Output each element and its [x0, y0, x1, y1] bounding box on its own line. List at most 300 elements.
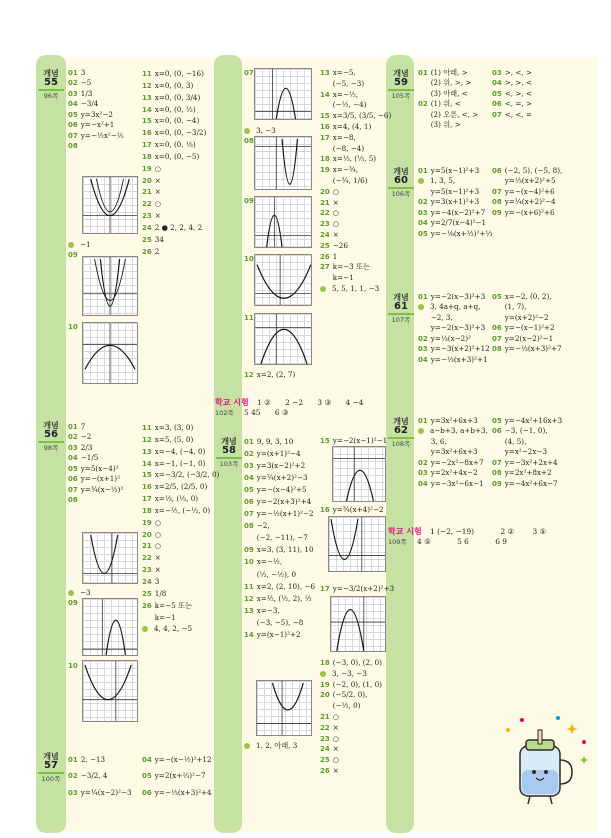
answer-number: 07 [492, 110, 502, 119]
answer-item [68, 453, 140, 463]
answer-text: (½, −½), 0 [256, 569, 297, 579]
answer-number: 08 [244, 522, 254, 531]
graph-58-14 [256, 680, 312, 736]
answer-item [68, 464, 140, 474]
answer-text: y=5(x−1)²+3 [430, 186, 480, 196]
answer-item [244, 460, 320, 472]
answer-item [320, 723, 390, 734]
exam-label: 학교 시험 [388, 527, 422, 536]
answer-number: 07 [244, 69, 254, 77]
answer-number: 04 [418, 219, 428, 228]
answer-item [418, 218, 494, 228]
answer-text: k=−5 또는 [154, 600, 192, 610]
graph-mid-09 [254, 196, 312, 248]
answer-text: ○ [154, 199, 162, 209]
answer-text: x=2/5, (2/5, 0) [154, 482, 208, 492]
answer-item [68, 495, 140, 505]
answer-text: (−5, −3) [332, 78, 365, 88]
answer-text: x=4, (4, 1) [332, 121, 372, 131]
answer-item [244, 532, 320, 544]
answer-item [492, 458, 572, 468]
graph-56-09 [82, 598, 138, 656]
answer-text: y=x²−2x−3 [504, 447, 548, 457]
answer-number: 21 [320, 198, 330, 207]
answer-item [142, 552, 214, 564]
answer-item [418, 99, 488, 109]
answer-item [320, 241, 386, 252]
answer-item [142, 92, 214, 104]
answer-number: 03 [492, 69, 502, 77]
answer-number: 20 [142, 176, 152, 185]
answer-number: 07 [492, 334, 502, 343]
answer-text: x=3, (3, 11), 10 [256, 545, 314, 555]
answer-item [418, 313, 494, 323]
answer-text: y=(x+1)²−4 [256, 449, 301, 459]
answer-item [320, 187, 386, 198]
graph-58-17 [330, 596, 386, 652]
concept-tag-57 [38, 753, 64, 783]
answer-item [68, 752, 140, 768]
answer-number: 02 [68, 772, 78, 781]
answer-text: (−5/2, 0), [332, 690, 368, 700]
answers-58-left [244, 436, 320, 641]
answer-number: 02 [418, 458, 428, 467]
answer-number: 15 [142, 471, 152, 480]
answer-item [142, 151, 214, 163]
answer-number: 19 [320, 680, 330, 689]
answer-text: x=2, (2, 7) [256, 370, 296, 379]
answer-number: 08 [492, 345, 502, 354]
answer-item [244, 508, 320, 520]
answer-text: (−½, 0) [332, 701, 361, 711]
concept-tag-58 [216, 438, 242, 468]
answer-text: x=−¾, [332, 165, 359, 175]
answer-item [492, 208, 572, 218]
answer-text: x=½, (½, 2), ½ [256, 593, 312, 603]
answer-text: y=−(x−½)²+12 [154, 755, 212, 764]
answer-item [142, 198, 214, 210]
answer-item [142, 222, 214, 234]
answer-number: 05 [492, 417, 502, 425]
answer-text: (−2, 0), (1, 0) [332, 679, 382, 689]
answer-number: 05 [68, 464, 78, 473]
answer-item [142, 434, 214, 446]
check-dot-icon [68, 242, 74, 248]
answer-number: 24 [320, 745, 330, 754]
answer-item [68, 240, 140, 250]
answer-text: y=−4(x−2)²+7 [430, 207, 486, 217]
answers-58-left-b [244, 741, 320, 751]
answer-item [418, 176, 494, 186]
answer-item [142, 458, 214, 470]
answer-number: 04 [244, 474, 254, 483]
answer-number: 03 [68, 788, 78, 797]
answer-number: 05 [142, 772, 152, 781]
answer-number: 01 [418, 293, 428, 301]
answer-text: −5 [80, 78, 92, 88]
answer-number: 19 [142, 164, 152, 173]
answer-number: 05 [68, 110, 78, 119]
answer-text: (−½, −4) [332, 100, 367, 110]
answer-item [492, 437, 572, 447]
answer-number: 22 [320, 723, 330, 732]
answer-text: y=−½x²−⅕ [80, 130, 124, 140]
tag-page: 103쪽 [219, 460, 239, 468]
answer-item [320, 133, 386, 144]
answer-item [320, 436, 390, 446]
answer-number: 02 [418, 334, 428, 343]
answer-text: −2, 3, [430, 312, 453, 322]
answer-item [68, 120, 140, 130]
answer-item [320, 690, 390, 701]
answer-item [142, 469, 220, 481]
answer-text: x=5, (5, 0) [154, 434, 194, 444]
answer-item [320, 176, 386, 187]
concept-tag-56 [38, 422, 64, 452]
tag-number: 57 [38, 761, 64, 774]
answer-item [492, 447, 572, 457]
answer-text: (−3, 0), (2, 0) [332, 658, 382, 667]
answer-text: y=−½(x+1)²−2 [256, 509, 314, 519]
answer-text: y=5(x−4)² [80, 463, 119, 473]
answer-text: y=−2x²−8x+7 [430, 457, 484, 467]
answer-text: y=¾(x−½)² [80, 484, 124, 494]
answer-number: 23 [320, 734, 330, 743]
answer-number: 14 [244, 630, 254, 639]
answer-item [142, 80, 214, 92]
answer-text: y=3x²−2 [80, 109, 113, 119]
answer-number: 05 [244, 486, 254, 495]
answer-number: 26 [320, 766, 330, 775]
tag-page: 105쪽 [391, 92, 411, 100]
answer-number: 01 [68, 756, 78, 764]
answer-text: x=2, (2, 10), −6 [256, 581, 316, 591]
answer-item [68, 68, 140, 78]
answer-number: 02 [418, 100, 428, 109]
tag-number: 56 [38, 430, 64, 443]
answer-text: y=3x²+6x+3 [430, 416, 478, 425]
answer-item [142, 752, 214, 768]
answer-text: (4, 5), [504, 436, 527, 446]
answer-item [320, 165, 386, 176]
answer-number: 04 [68, 100, 78, 109]
answer-text: × [332, 744, 339, 754]
concept-tag-59 [388, 70, 414, 100]
answer-number: 04 [142, 756, 152, 764]
answer-item [244, 448, 320, 460]
tag-label: 개념 [43, 752, 59, 761]
answer-text: × [332, 722, 339, 732]
graph-58-15 [332, 446, 386, 502]
answer-text: (1, 7), [504, 302, 527, 312]
answer-number: 26 [142, 601, 152, 610]
answer-number: 12 [142, 81, 152, 90]
answer-item [68, 785, 140, 801]
answer-item [418, 302, 494, 312]
tag-number: 55 [38, 78, 64, 91]
answer-text: × [332, 229, 339, 239]
answer-text: (1) 아래, > [430, 68, 468, 77]
answer-text: 1, 3, 5, [430, 176, 456, 186]
answer-text: (−8, −4) [332, 143, 365, 153]
answer-number: 10 [68, 323, 78, 331]
answer-number: 16 [142, 129, 152, 138]
answer-text: x=⅓, (⅓, 5) [332, 154, 377, 164]
answer-text: x=−4, (−4, 0) [154, 446, 206, 456]
answer-text: x=−½, (−½, 0) [154, 505, 211, 515]
answer-number: 07 [492, 458, 502, 467]
answer-number: 05 [492, 293, 502, 301]
answer-number: 13 [320, 69, 330, 77]
answer-text: y=−2(x−3)²+3 [430, 323, 486, 333]
answer-text: y=3(x+1)²+3 [430, 197, 480, 207]
answer-item [244, 569, 320, 581]
answer-text: y=−(x−4)²+6 [504, 186, 555, 196]
tag-label: 개념 [393, 417, 409, 426]
answer-item [320, 505, 390, 515]
answer-item [244, 617, 320, 629]
answer-number: 06 [244, 498, 254, 507]
answer-item [320, 68, 386, 79]
answer-item [320, 584, 395, 594]
answer-number: 23 [320, 220, 330, 229]
check-dot-icon [418, 428, 424, 434]
answer-number: 04 [68, 454, 78, 463]
graph-mid-11 [254, 313, 312, 365]
answer-item [492, 78, 562, 88]
answer-text: 3, −3, −3 [332, 668, 367, 678]
answer-number: 13 [142, 447, 152, 456]
answer-item [492, 89, 562, 99]
answer-text: y=2x²+4x−2 [430, 468, 478, 478]
answer-text: y=−4x²+16x+3 [504, 416, 563, 425]
answer-text: x=0, (0, −3/2) [154, 128, 207, 138]
answer-item [320, 712, 390, 723]
answer-item [492, 99, 562, 109]
answer-item [418, 323, 494, 333]
answers-61-left [418, 292, 494, 365]
answer-number: 21 [320, 712, 330, 721]
answers-57-left [68, 752, 140, 801]
answers-mid-right [320, 68, 392, 295]
answer-text: y=−(x−4)²+5 [256, 485, 307, 495]
graph-mid-10 [254, 254, 312, 306]
answer-item [68, 588, 140, 598]
answer-item [142, 163, 214, 175]
answer-text: k=−1 [332, 273, 354, 283]
answer-item [142, 493, 214, 505]
answer-number: 25 [142, 235, 152, 244]
answer-text: y=−3(x+2)²+12 [430, 344, 490, 354]
tag-label: 개념 [221, 437, 237, 446]
answer-number: 01 [418, 167, 428, 175]
answer-text: k=−1 [154, 612, 176, 622]
answer-item [418, 292, 494, 302]
answer-item [244, 126, 304, 136]
answer-text: −2 [80, 432, 92, 442]
school-exam-2 [388, 526, 588, 546]
answer-item [418, 78, 488, 88]
answer-number: 13 [244, 606, 254, 615]
answer-item [244, 605, 320, 617]
answer-item [244, 496, 320, 508]
answer-number: 02 [68, 79, 78, 88]
answer-text: x=0, (0, −5) [154, 151, 200, 161]
answer-number: 08 [492, 469, 502, 478]
answer-number: 23 [142, 212, 152, 221]
answer-text: ○ [154, 541, 162, 551]
answer-item [418, 437, 494, 447]
answer-item [320, 122, 386, 133]
answer-number: 11 [142, 424, 152, 432]
answer-text: y=−3/2(x+2)²+3 [332, 584, 395, 593]
answer-number: 15 [320, 112, 330, 121]
answer-text: y=−⅓(x+3)²+7 [504, 344, 562, 354]
answer-text: x=3/5, (3/5, −6) [332, 111, 392, 121]
answer-text: x=0, (0, ½) [154, 104, 196, 114]
answer-text: × [332, 197, 339, 207]
answer-number: 03 [418, 345, 428, 354]
answer-item [142, 564, 214, 576]
answer-number: 24 [142, 577, 152, 586]
answer-number: 19 [142, 518, 152, 527]
answer-item [142, 588, 214, 600]
answer-item [320, 680, 390, 691]
answer-item [320, 79, 386, 90]
answers-60-right [492, 166, 572, 218]
answer-item [492, 426, 572, 436]
answer-item [142, 576, 214, 588]
answer-text: y=−x²+1 [80, 120, 115, 130]
answer-text: y=⅓(x+2)²+5 [504, 176, 556, 186]
exam-answer-3: 3 ⑤ [532, 527, 547, 536]
answer-number: 18 [320, 659, 330, 667]
answer-number: 25 [142, 589, 152, 598]
answer-number: 27 [320, 263, 330, 272]
concept-tag-62 [388, 418, 414, 448]
answer-text: y=2x²+8x+2 [504, 468, 552, 478]
answer-number: 09 [492, 208, 502, 217]
answer-number: 06 [492, 167, 502, 175]
tag-label: 개념 [43, 421, 59, 430]
graph-55-09 [82, 256, 138, 316]
answer-number: 12 [244, 594, 254, 603]
answer-number: 12 [244, 371, 254, 379]
answer-item [320, 144, 386, 155]
answer-number: 14 [142, 105, 152, 114]
answer-text: y=2/7(x−4)²−1 [430, 218, 487, 228]
answer-item [492, 68, 562, 78]
answer-text: × [154, 553, 161, 563]
answer-item [244, 544, 320, 556]
answer-number: 08 [492, 198, 502, 207]
answer-item [418, 229, 494, 239]
answer-number: 08 [68, 142, 78, 151]
answer-item [492, 313, 572, 323]
exam-answer-5: 5 6 [457, 537, 469, 546]
tag-number: 59 [388, 78, 414, 91]
answer-text: y=−(x−1)²+2 [504, 323, 555, 333]
answer-text: <, =, > [504, 99, 532, 109]
answer-item [418, 89, 488, 99]
answer-item [418, 355, 494, 365]
answer-number: 05 [418, 229, 428, 238]
answer-number: 16 [320, 506, 330, 514]
answer-number: 06 [492, 427, 502, 436]
answer-number: 04 [418, 479, 428, 488]
answer-text: 4, 4, 2, −5 [154, 624, 193, 634]
answer-number: 01 [418, 69, 428, 77]
answer-item [492, 197, 572, 207]
answer-text: 3 [80, 68, 86, 77]
answer-text: ○ [154, 163, 162, 173]
answer-item [320, 766, 390, 777]
answers-57-right [142, 752, 214, 801]
answer-item [492, 479, 572, 489]
exam-answer-4: 4 ⑤ [417, 537, 431, 546]
answer-text: 1 [332, 251, 338, 261]
answer-item [68, 110, 140, 120]
answer-item [418, 120, 488, 130]
answer-number: 17 [142, 495, 152, 504]
answer-number: 03 [68, 89, 78, 98]
answer-item [244, 629, 320, 641]
answer-text: 34 [154, 234, 164, 244]
check-dot-icon [418, 178, 424, 184]
answer-number: 03 [418, 208, 428, 217]
answer-number: 03 [244, 462, 254, 471]
exam-page: 109쪽 [388, 538, 407, 546]
answer-text: y=−⅓(x+3)²+1 [430, 354, 488, 364]
answer-text: x=0, (0, 3) [154, 80, 194, 90]
tag-number: 58 [216, 446, 242, 459]
answer-item [492, 416, 572, 426]
answer-item [320, 219, 386, 230]
answer-text: >, >, < [504, 78, 532, 88]
answer-text: −1/5 [80, 453, 99, 463]
answer-text: x=3, (3, 0) [154, 423, 194, 432]
concept-tag-55 [38, 70, 64, 100]
answer-number: 08 [68, 496, 78, 505]
answer-text: 3, −3 [256, 126, 276, 135]
answer-item [142, 422, 214, 434]
tag-page: 106쪽 [391, 190, 411, 198]
answer-text: × [154, 175, 161, 185]
answer-number: 25 [320, 241, 330, 250]
school-exam-1 [215, 397, 385, 417]
answer-number: 12 [142, 435, 152, 444]
answer-item [142, 768, 214, 784]
answer-number: 16 [320, 122, 330, 131]
answer-text: y=−4x²+6x−7 [504, 478, 558, 488]
answer-number: 06 [492, 100, 502, 109]
answer-text: x=−1, (−1, 0) [154, 458, 206, 468]
answer-text: y=−2(x−3)²+3 [430, 292, 486, 301]
answer-number: 19 [320, 166, 330, 175]
answer-item [320, 198, 386, 209]
answer-text: x=−3, [256, 605, 280, 615]
answer-number: 21 [142, 542, 152, 551]
answer-text: ○ [154, 517, 162, 527]
check-dot-icon [244, 743, 250, 749]
answer-number: 26 [320, 252, 330, 261]
answer-number: 16 [142, 483, 152, 492]
exam-answer-1: 1 ② [257, 398, 271, 407]
answer-text: x=0, (0, 3/4) [154, 92, 201, 102]
answer-item [492, 166, 572, 176]
answer-number: 01 [68, 69, 78, 77]
answer-item [142, 481, 214, 493]
